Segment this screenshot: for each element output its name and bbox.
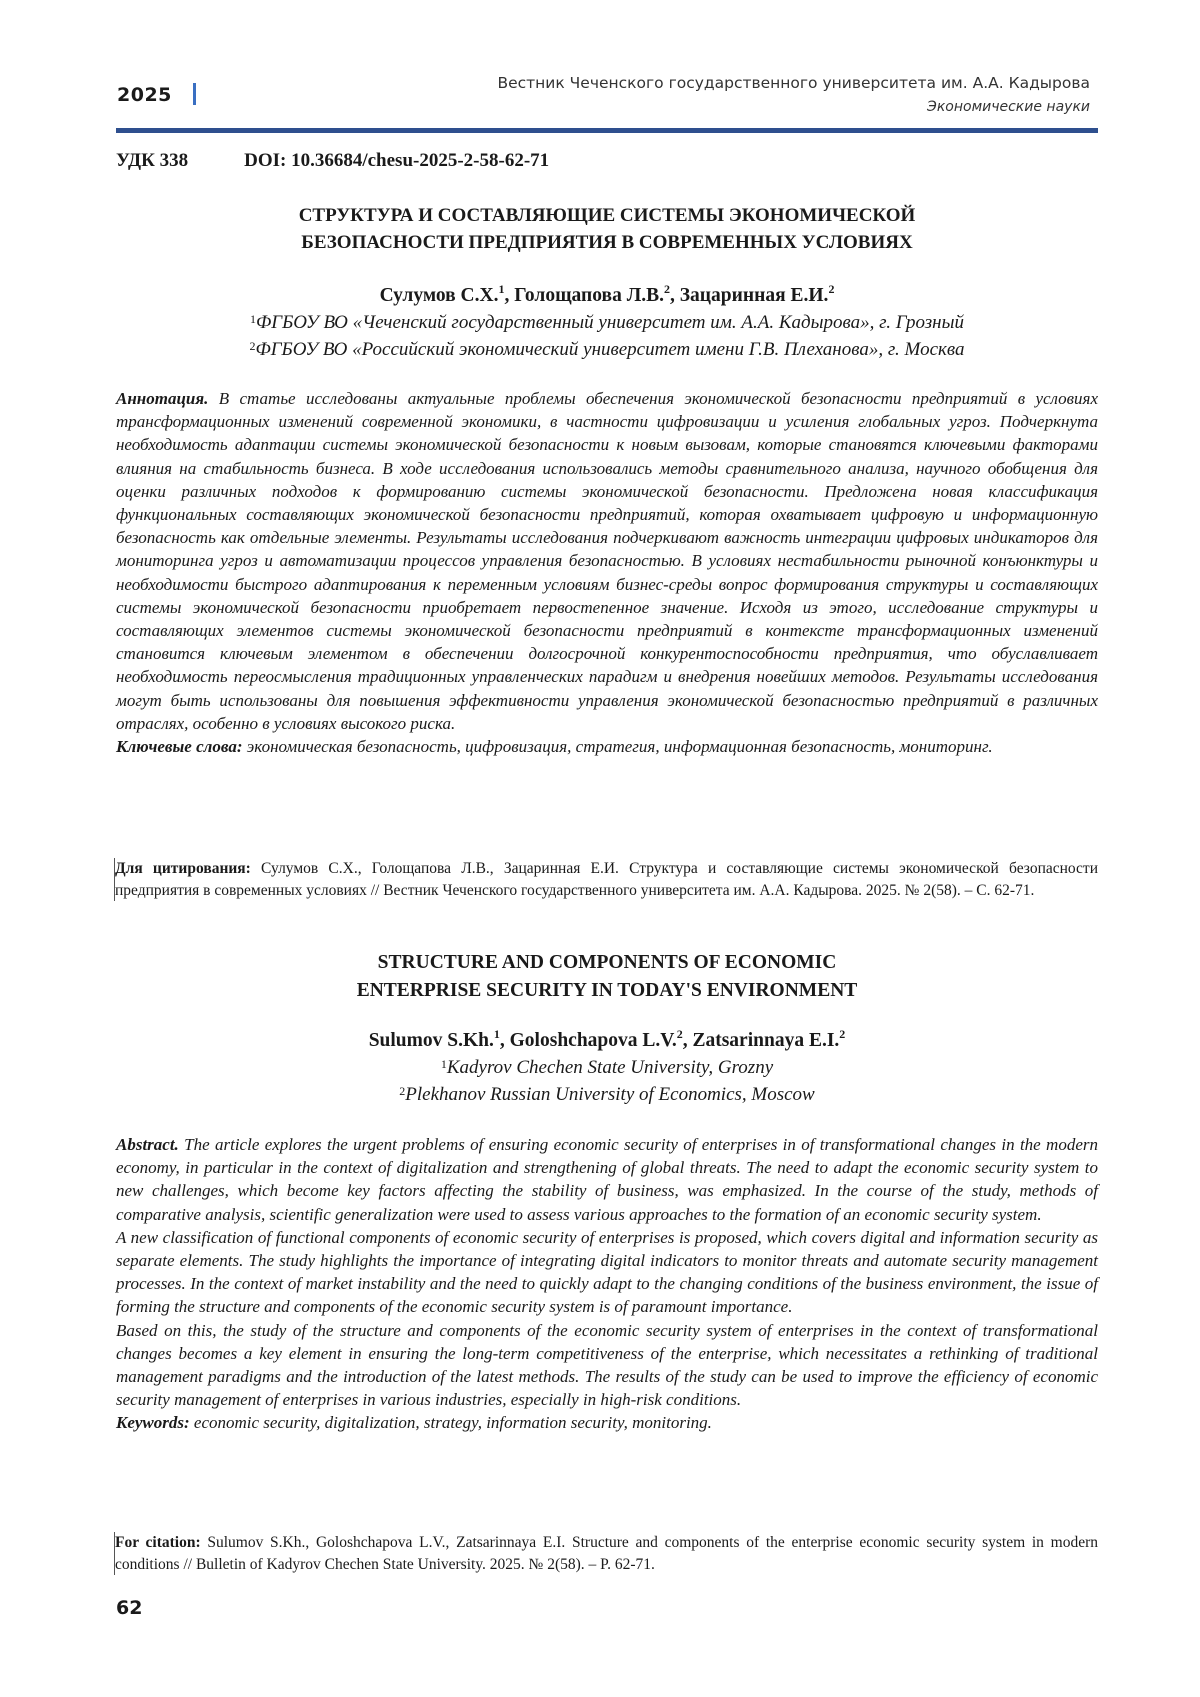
title-ru-line2: БЕЗОПАСНОСТИ ПРЕДПРИЯТИЯ В СОВРЕМЕННЫХ УСЛОВИЯХ <box>301 232 913 253</box>
affiliation-en-1 <box>116 1054 1098 1081</box>
citation-en-text: Sulumov S.Kh., Goloshchapova L.V., Zatsarinnaya E.I. Structure and components of the enterprise economic security system in modern conditions // Bulletin of Kadyrov Chechen State University. 2025. № 2(58). – P. 62-71. <box>115 1534 1098 1573</box>
abstract-en-p2: A new classification of functional components of economic security of enterprises is proposed, which covers digital and information security as separate elements. The study highlights the importance of integrating digital indicators to monitor threats and automate security management processes. In the context of market instability and the need to quickly adapt to the changing conditions of the business environment, the issue of forming the structure and components of the economic security system is of paramount importance. <box>116 1227 1098 1317</box>
udk-doi-line <box>116 150 549 172</box>
journal-section: Экономические науки <box>927 99 1090 115</box>
author-ru-3-sup: 2 <box>828 282 835 296</box>
affil-en-1-sup: 1 <box>440 1057 447 1071</box>
affiliation-ru-1 <box>116 309 1098 336</box>
keywords-en-label: Keywords: <box>116 1413 190 1433</box>
author-en-2-sup: 2 <box>676 1027 683 1041</box>
affiliations-en <box>116 1054 1098 1108</box>
abstract-ru-text: В статье исследованы актуальные проблемы обеспечения экономической безопасности предприятий в условиях трансформационных изменений современной экономики, в частности цифровизации и усиления глобальных угроз. Подчеркнута необходимость адаптации системы экономической безопасности к новым вызовам, которые становятся ключевыми факторами влияния на стабильность бизнеса. В ходе исследования использовались методы сравнительного анализа, научного обобщения для оценки различных подходов к формированию системы экономической безопасности. Предложена новая классификация функциональных составляющих экономической безопасности предприятий, которая охватывает цифровую и информационную безопасность как отдельные элементы. Результаты исследования подчеркивают важность интеграции цифровых индикаторов для мониторинга угроз и автоматизации процессов управления безопасностью. В условиях нестабильности рыночной конъюнктуры и необходимости быстрого адаптирования к переменным условиям бизнес-среды вопрос формирования структуры и составляющих системы экономической безопасности приобретает первостепенное значение. Исходя из этого, исследование структуры и составляющих элементов системы экономической безопасности предприятий в контексте трансформационных изменений становится ключевым элементом в обеспечении долгосрочной конкурентоспособности предприятия, что обуславливает необходимость переосмысления традиционных управленческих парадигм и внедрения новейших методов. Результаты исследования могут быть использованы для повышения эффективности управления экономической безопасностью предприятий в различных отраслях, особенно в условиях высокого риска. <box>116 389 1098 733</box>
author-en-1-sup: 1 <box>493 1027 500 1041</box>
title-ru-line1: СТРУКТУРА И СОСТАВЛЯЮЩИЕ СИСТЕМЫ ЭКОНОМИЧЕСКОЙ <box>298 205 916 226</box>
author-en-2: Goloshchapova L.V. <box>509 1030 677 1051</box>
author-ru-3: Зацаринная Е.И. <box>679 285 829 306</box>
affil-ru-1-sup: 1 <box>250 312 257 326</box>
citation-ru <box>114 858 1098 901</box>
affil-en-2-sup: 2 <box>399 1084 406 1098</box>
affil-ru-2-sup: 2 <box>249 339 256 353</box>
article-title-en <box>116 949 1098 1005</box>
author-ru-1-sup: 1 <box>498 282 505 296</box>
affiliations-ru <box>116 309 1098 363</box>
author-en-1: Sulumov S.Kh. <box>368 1030 494 1051</box>
affiliation-en-2 <box>116 1081 1098 1108</box>
author-ru-2: Голощапова Л.В. <box>514 285 664 306</box>
affil-ru-2-text: ФГБОУ ВО «Российский экономический университет имени Г.В. Плеханова», г. Москва <box>255 339 965 360</box>
title-en-line1: STRUCTURE AND COMPONENTS OF ECONOMIC <box>377 952 837 973</box>
affil-ru-1-text: ФГБОУ ВО «Чеченский государственный университет им. А.А. Кадырова», г. Грозный <box>256 312 964 333</box>
keywords-ru-label: Ключевые слова: <box>116 737 243 757</box>
authors-ru: Сулумов С.Х.$^1$, Голощапова Л.В.$^2$, Зацаринная Е.И.$^2$ <box>379 282 835 306</box>
affil-en-2-text: Plekhanov Russian University of Economics, Moscow <box>405 1084 815 1105</box>
author-en-3-sup: 2 <box>839 1027 846 1041</box>
abstract-ru <box>116 387 1098 758</box>
author-en-3: Zatsarinnaya E.I. <box>692 1030 840 1051</box>
title-en-line2: ENTERPRISE SECURITY IN TODAY'S ENVIRONMENT <box>356 980 858 1001</box>
page-number: 62 <box>116 1597 143 1619</box>
citation-ru-text: Сулумов С.Х., Голощапова Л.В., Зацаринная Е.И. Структура и составляющие системы экономической безопасности предприятия в современных условиях // Вестник Чеченского государственного университета им. А.А. Кадырова. 2025. № 2(58). – С. 62-71. <box>115 860 1099 899</box>
article-title-ru <box>116 202 1098 256</box>
doi: DOI: 10.36684/chesu-2025-2-58-62-71 <box>244 150 550 171</box>
affiliation-ru-2 <box>116 336 1098 363</box>
abstract-en <box>116 1133 1098 1435</box>
author-ru-1: Сулумов С.Х. <box>379 285 499 306</box>
keywords-en-text: economic security, digitalization, strategy, information security, monitoring. <box>193 1413 712 1433</box>
author-ru-2-sup: 2 <box>664 282 670 296</box>
header-divider <box>193 83 196 105</box>
citation-ru-label: Для цитирования: <box>115 860 251 877</box>
abstract-en-p1: The article explores the urgent problems of ensuring economic security of enterprises in of transformational changes in the modern economy, in particular in the context of digitalization and strengthening of global threats. The need to adapt the economic security system to new challenges, which become key factors affecting the stability of business, was emphasized. In the course of the study, methods of comparative analysis, scientific generalization were used to assess various approaches to the formation of an economic security system. <box>116 1135 1098 1224</box>
keywords-ru-text: экономическая безопасность, цифровизация, стратегия, информационная безопасность, мониторинг. <box>246 737 993 757</box>
header-year: 2025 <box>117 84 172 106</box>
affil-en-1-text: Kadyrov Chechen State University, Grozny <box>446 1057 774 1078</box>
udk-code: УДК 338 <box>116 150 189 171</box>
authors-en: Sulumov S.Kh.$^1$, Goloshchapova L.V.$^2$, Zatsarinnaya E.I.$^2$ <box>368 1027 846 1051</box>
abstract-en-label: Abstract. <box>116 1135 179 1154</box>
abstract-ru-label: Аннотация. <box>116 389 209 408</box>
header-rule <box>116 128 1098 133</box>
citation-en <box>114 1532 1098 1575</box>
citation-en-label: For citation: <box>115 1534 201 1551</box>
journal-title: Вестник Чеченского государственного университета им. А.А. Кадырова <box>497 74 1090 92</box>
abstract-en-p3: Based on this, the study of the structure and components of the economic security system of enterprises in the context of transformational changes becomes a key element in ensuring the long-term competitiveness of the enterprise, which necessitates a rethinking of traditional management paradigms and the introduction of the latest methods. The results of the study can be used to improve the efficiency of economic security management of enterprises in various industries, especially in high-risk conditions. <box>116 1320 1098 1410</box>
